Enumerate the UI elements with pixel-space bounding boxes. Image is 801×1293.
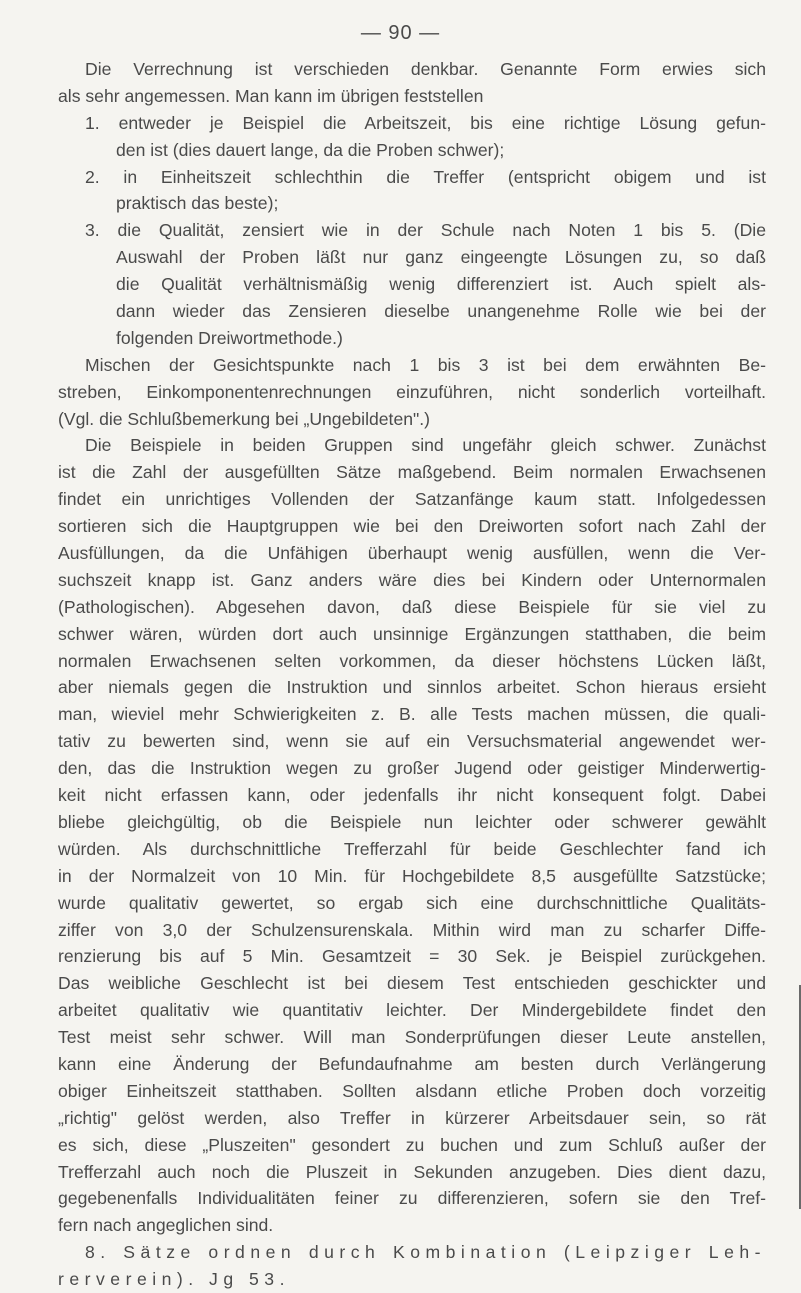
text-line: rerverein). Jg 53. — [58, 1269, 290, 1290]
text-line: Test meist sehr schwer. Will man Sonderprüfungen dieser Leute anstellen, — [58, 1027, 766, 1048]
text-line: bliebe gleichgültig, ob die Beispiele nun leichter oder schwerer gewählt — [58, 811, 766, 832]
text-line: Die Verrechnung ist verschieden denkbar. Genannte Form erwies sich — [85, 59, 766, 79]
text-line: sortieren sich die Hauptgruppen wie bei den Dreiworten sofort nach Zahl der — [58, 516, 766, 537]
text-line: keit nicht erfassen kann, oder jedenfalls ihr nicht konsequent folgt. Dabei — [58, 785, 766, 806]
text-line: den ist (dies dauert lange, da die Proben schwer); — [116, 139, 505, 160]
text-line: 1. entweder je Beispiel die Arbeitszeit, bis eine richtige Lösung gefun- — [85, 112, 766, 133]
text-line: ziffer von 3,0 der Schulzensurenskala. Mithin wird man zu scharfer Diffe- — [58, 919, 766, 940]
text-line: arbeitet qualitativ wie quantitativ leichter. Der Mindergebildete findet den — [58, 1000, 766, 1021]
text-line: fern nach angeglichen sind. — [58, 1215, 274, 1236]
page-number: — 90 — — [360, 22, 441, 44]
text-line: 8. Sätze ordnen durch Kombination (Leipziger Leh- — [85, 1242, 766, 1263]
text-line: die Qualität verhältnismäßig wenig differenziert ist. Auch spielt als- — [116, 274, 766, 295]
text-line: würden. Als durchschnittliche Trefferzahl für beide Geschlechter fand ich — [58, 838, 766, 859]
text-line: man, wieviel mehr Schwierigkeiten z. B. alle Tests machen müssen, die quali- — [58, 704, 766, 725]
body-text — [58, 56, 766, 1293]
text-line: praktisch das beste); — [116, 193, 279, 214]
text-line: Mischen der Gesichtspunkte nach 1 bis 3 ist bei dem erwähnten Be- — [85, 354, 766, 375]
text-line: kann eine Änderung der Befundaufnahme am besten durch Verlängerung — [58, 1053, 766, 1074]
text-line: findet ein unrichtiges Vollenden der Satzanfänge kaum statt. Infolgedessen — [58, 489, 766, 510]
text-line: (Vgl. die Schlußbemerkung bei „Ungebildeten".) — [58, 408, 431, 429]
text-line: suchszeit knapp ist. Ganz anders wäre dies bei Kindern oder Unternormalen — [58, 569, 766, 590]
text-line: „richtig" gelöst werden, also Treffer in kürzerer Arbeitsdauer sein, so rät — [58, 1107, 766, 1128]
text-line: obiger Einheitszeit statthaben. Sollten alsdann etliche Proben doch vorzeitig — [58, 1080, 766, 1101]
text-line: normalen Erwachsenen selten vorkommen, da dieser höchstens Lücken läßt, — [58, 650, 766, 671]
text-line: streben, Einkomponentenrechnungen einzuführen, nicht sonderlich vorteilhaft. — [58, 381, 766, 402]
text-line: 2. in Einheitszeit schlechthin die Treffer (entspricht obigem und ist — [85, 166, 766, 187]
text-line: es sich, diese „Pluszeiten" gesondert zu buchen und zum Schluß außer der — [58, 1134, 766, 1155]
text-line: 3. die Qualität, zensiert wie in der Schule nach Noten 1 bis 5. (Die — [85, 220, 766, 241]
text-line: Trefferzahl auch noch die Pluszeit in Sekunden anzugeben. Dies dient dazu, — [58, 1161, 766, 1182]
text-line: (Pathologischen). Abgesehen davon, daß diese Beispiele für sie viel zu — [58, 596, 766, 617]
text-line: tativ zu bewerten sind, wenn sie auf ein Versuchsmaterial angewendet wer- — [58, 731, 766, 752]
text-line: folgenden Dreiwortmethode.) — [116, 327, 343, 348]
text-line: dann wieder das Zensieren dieselbe unangenehme Rolle wie bei der — [116, 301, 766, 322]
text-line: schwer wären, würden dort auch unsinnige Ergänzungen statthaben, die beim — [58, 623, 766, 644]
text-line: Auswahl der Proben läßt nur ganz eingeengte Lösungen zu, so daß — [116, 247, 766, 268]
text-line: Das weibliche Geschlecht ist bei diesem Test entschieden geschickter und — [58, 973, 766, 994]
text-line: aber niemals gegen die Instruktion und sinnlos arbeitet. Schon hieraus ersieht — [58, 677, 766, 698]
text-line: renzierung bis auf 5 Min. Gesamtzeit = 30 Sek. je Beispiel zurückgehen. — [58, 946, 766, 967]
text-line: wurde qualitativ gewertet, so ergab sich eine durchschnittliche Qualitäts- — [58, 892, 766, 913]
text-line: als sehr angemessen. Man kann im übrigen feststellen — [58, 85, 484, 106]
text-line: Die Beispiele in beiden Gruppen sind ungefähr gleich schwer. Zunächst — [85, 435, 766, 456]
text-line: in der Normalzeit von 10 Min. für Hochgebildete 8,5 ausgefüllte Satzstücke; — [58, 865, 766, 886]
text-line: den, das die Instruktion wegen zu großer Jugend oder geistiger Minderwertig- — [58, 758, 766, 779]
text-line: ist die Zahl der ausgefüllten Sätze maßgebend. Beim normalen Erwachsenen — [58, 462, 766, 483]
text-line: gegebenenfalls Individualitäten feiner zu differenzieren, sofern sie den Tref- — [58, 1188, 766, 1209]
text-line: Ausfüllungen, da die Unfähigen überhaupt wenig ausfüllen, wenn die Ver- — [58, 543, 766, 564]
